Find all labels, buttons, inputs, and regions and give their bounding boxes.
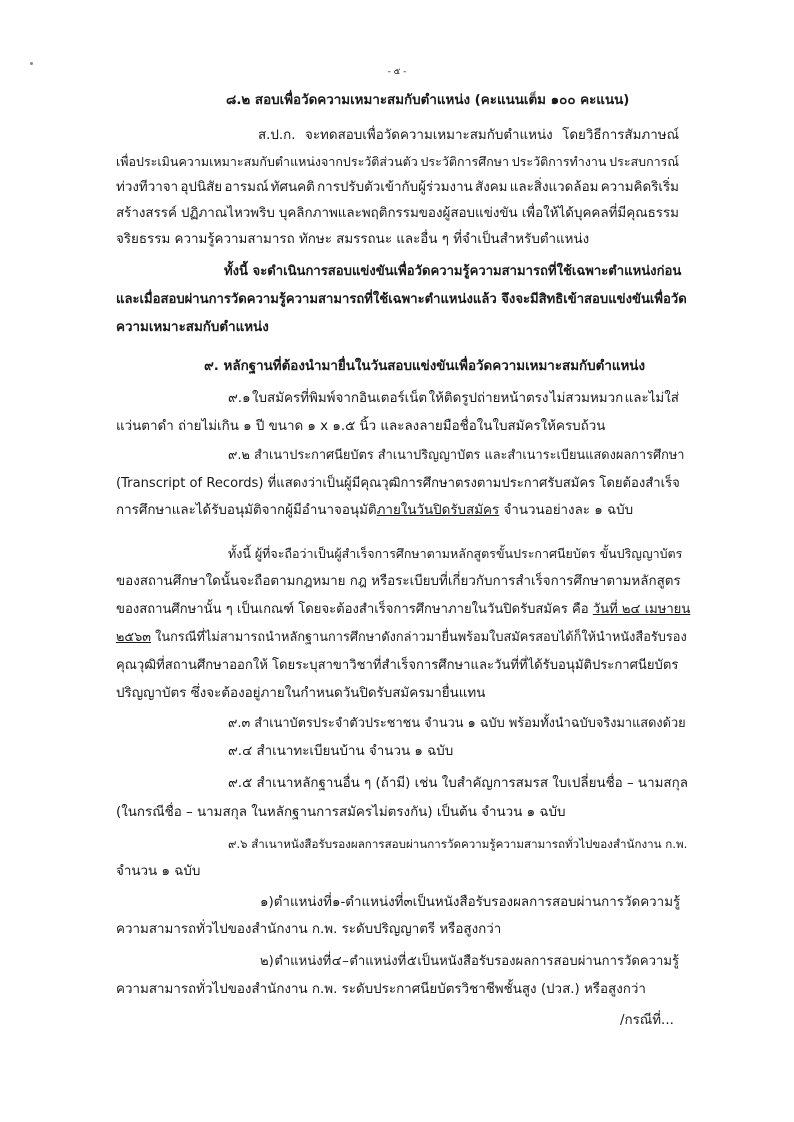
item-9-2-line-3-text: การศึกษาและได้รับอนุมัติจากผู้มีอำนาจอนุมัติ: [116, 503, 377, 518]
word: ให้ติดรูปถ่ายหน้าตรง: [428, 391, 549, 406]
section-8-2-para-line-5: จริยธรรม ความรู้ความสามารถ ทักษะ สมรรถนะ และอื่น ๆ ที่จำเป็นสำหรับตำแหน่ง: [116, 232, 590, 247]
word: ๙.๑: [228, 391, 251, 406]
item-9-2-line-2: (Transcript of Records) ที่แสดงว่าเป็นผู้มีคุณวุฒิการศึกษาตรงตามประกาศรับสมัคร โดยต้องสำเร็จ: [116, 476, 680, 491]
item-9-6-line-1: ๙.๖ สำเนาหนังสือรับรองผลการสอบผ่านการวัดความรู้ความสามารถทั่วไปของสำนักงาน ก.พ.: [228, 837, 688, 851]
item-9-1-line-1: [228, 389, 679, 409]
word: เพื่อประเมินความเหมาะสมกับตำแหน่งจากประวัติส่วนตัว: [116, 154, 418, 169]
word: ประวัติการศึกษา: [420, 154, 510, 169]
word: เพื่อให้ได้บุคคลที่มีคุณธรรม: [521, 206, 679, 221]
word: อารมณ์: [224, 180, 269, 195]
word: ประวัติการทำงาน: [511, 154, 607, 169]
note-line-3: [116, 600, 690, 620]
word: ตำแหน่งที่: [273, 895, 332, 910]
word: ตำแหน่งที่: [349, 954, 407, 969]
word: -: [340, 895, 346, 910]
word: สร้างสรรค์: [116, 206, 177, 221]
word: ทัศนคติ: [270, 180, 315, 195]
word: ความคิดริเริ่ม: [600, 180, 679, 195]
word: ๔: [331, 954, 342, 969]
graduation-deadline-year: ๒๕๖๓: [116, 630, 151, 645]
sub-item-1-line-2: ความสามารถทั่วไปของสำนักงาน ก.พ. ระดับปริญญาตรี หรือสูงกว่า: [116, 922, 502, 937]
item-9-1-line-2: แว่นตาดำ ถ่ายไม่เกิน ๑ ปี ขนาด ๑ x ๑.๕ นิ้ว และลงลายมือชื่อในใบสมัครให้ครบถ้วน: [116, 419, 606, 434]
word: ไม่สวมหมวก: [549, 391, 624, 406]
word: ตำแหน่งที่: [345, 895, 404, 910]
word: ๑: [331, 895, 341, 910]
word: บุคลิกภาพและพฤติกรรมของผู้สอบแข่งขัน: [278, 206, 518, 221]
item-9-3: ๙.๓ สำเนาบัตรประจำตัวประชาชน จำนวน ๑ ฉบับ พร้อมทั้งนำฉบับจริงมาแสดงด้วย: [228, 716, 686, 731]
sub-item-1-line-1: [260, 893, 679, 913]
section-8-2-para-line-2: [116, 152, 679, 172]
item-9-2-line-1: ๙.๒ สำเนาประกาศนียบัตร สำเนาปริญญาบัตร และสำเนาระเบียนแสดงผลการศึกษา: [228, 448, 685, 463]
section-8-2-para-line-3: [116, 178, 679, 198]
word: ๑): [260, 895, 274, 910]
word: ๕: [406, 954, 417, 969]
word: และไม่ใส่: [624, 391, 679, 406]
word: ใบสมัครที่พิมพ์จากอินเตอร์เน็ต: [252, 391, 428, 406]
page-number: - ๕ -: [387, 67, 407, 77]
word: การปรับตัวเข้ากับผู้ร่วมงาน: [317, 180, 473, 195]
word: ประสบการณ์: [609, 154, 679, 169]
item-9-5-line-2: (ในกรณีชื่อ – นามสกุล ในหลักฐานการสมัครไม่ตรงกัน) เป็นต้น จำนวน ๑ ฉบับ: [116, 805, 566, 820]
word: อุปนิสัย: [180, 180, 223, 195]
item-9-2-line-3: [116, 501, 633, 521]
word: จะทดสอบเพื่อวัดความเหมาะสมกับตำแหน่ง: [305, 128, 553, 143]
section-8-2-bold-line-3: ความเหมาะสมกับตำแหน่ง: [116, 320, 269, 335]
item-9-4: ๙.๔ สำเนาทะเบียนบ้าน จำนวน ๑ ฉบับ: [228, 744, 454, 759]
continuation-marker: /กรณีที่...: [620, 1013, 674, 1028]
section-8-2-para-line-4: [116, 204, 679, 224]
word: ส.ป.ก.: [258, 128, 296, 143]
section-8-2-para-line-1: [258, 126, 679, 146]
section-8-2-bold-line-2: และเมื่อสอบผ่านการวัดความรู้ความสามารถที่ใช้เฉพาะตำแหน่งแล้ว จึงจะมีสิทธิเข้าสอบแข่งขันเพื่อวัด: [116, 292, 687, 307]
section-9-heading: ๙. หลักฐานที่ต้องนำมายื่นในวันสอบแข่งขันเพื่อวัดความเหมาะสมกับตำแหน่ง: [204, 359, 645, 374]
word: ตำแหน่งที่: [274, 954, 332, 969]
note-line-4-text: ในกรณีที่ไม่สามารถนำหลักฐานการศึกษาดังกล่าวมายื่นพร้อมใบสมัครสอบได้ก็ให้นำหนังสือรับรอง: [151, 630, 687, 645]
word: ปฏิภาณไหวพริบ: [180, 206, 275, 221]
section-8-2-bold-line-1: ทั้งนี้ จะดำเนินการสอบแข่งขันเพื่อวัดความรู้ความสามารถที่ใช้เฉพาะตำแหน่งก่อน: [224, 264, 682, 279]
note-line-5: คุณวุฒิที่สถานศึกษาออกให้ โดยระบุสาขาวิชาที่สำเร็จการศึกษาและวันที่ที่ได้รับอนุมัติประกาศนียบัตร: [116, 658, 679, 673]
note-line-2: ของสถานศึกษาใดนั้นจะถือตามกฎหมาย กฎ หรือระเบียบที่เกี่ยวกับการสำเร็จการศึกษาตามหลักสูตร: [116, 574, 681, 589]
sub-item-2-line-2: ความสามารถทั่วไปของสำนักงาน ก.พ. ระดับประกาศนียบัตรวิชาชีพชั้นสูง (ปวส.) หรือสูงกว่า: [116, 982, 646, 997]
word: สังคม: [475, 180, 508, 195]
word: ท่วงทีวาจา: [116, 180, 179, 195]
note-line-1: ทั้งนี้ ผู้ที่จะถือว่าเป็นผู้สำเร็จการศึกษาตามหลักสูตรขั้นประกาศนียบัตร ขั้นปริญญาบัตร: [228, 546, 683, 561]
graduation-deadline-date: วันที่ ๒๔ เมษายน: [592, 602, 691, 617]
word: เป็นหนังสือรับรองผลการสอบผ่านการวัดความรู้: [417, 954, 679, 969]
word: โดยวิธีการสัมภาษณ์: [562, 128, 679, 143]
closing-date-emphasis: ภายในวันปิดรับสมัคร: [376, 503, 500, 518]
item-9-6-line-2: จำนวน ๑ ฉบับ: [116, 864, 201, 879]
word: –: [342, 954, 349, 969]
word: เป็นหนังสือรับรองผลการสอบผ่านการวัดความรู้: [412, 895, 681, 910]
sub-item-2-line-1: [260, 952, 679, 972]
note-line-6: ปริญญาบัตร ซึ่งจะต้องอยู่ภายในกำหนดวันปิดรับสมัครมายื่นแทน: [116, 686, 486, 701]
note-line-3-text: ของสถานศึกษานั้น ๆ เป็นเกณฑ์ โดยจะต้องสำเร็จการศึกษาภายในวันปิดรับสมัคร คือ: [116, 602, 593, 617]
item-9-5-line-1: ๙.๕ สำเนาหลักฐานอื่น ๆ (ถ้ามี) เช่น ใบสำคัญการสมรส ใบเปลี่ยนชื่อ – นามสกุล: [228, 776, 688, 791]
note-line-4: [116, 628, 687, 648]
word: ๓: [403, 895, 413, 910]
word: และสิ่งแวดล้อม: [509, 180, 599, 195]
word: ๒): [260, 954, 274, 969]
item-9-2-line-3-tail: จำนวนอย่างละ ๑ ฉบับ: [499, 503, 634, 518]
section-8-2-heading: ๘.๒ สอบเพื่อวัดความเหมาะสมกับตำแหน่ง (คะแนนเต็ม ๑๐๐ คะแนน): [226, 93, 630, 108]
